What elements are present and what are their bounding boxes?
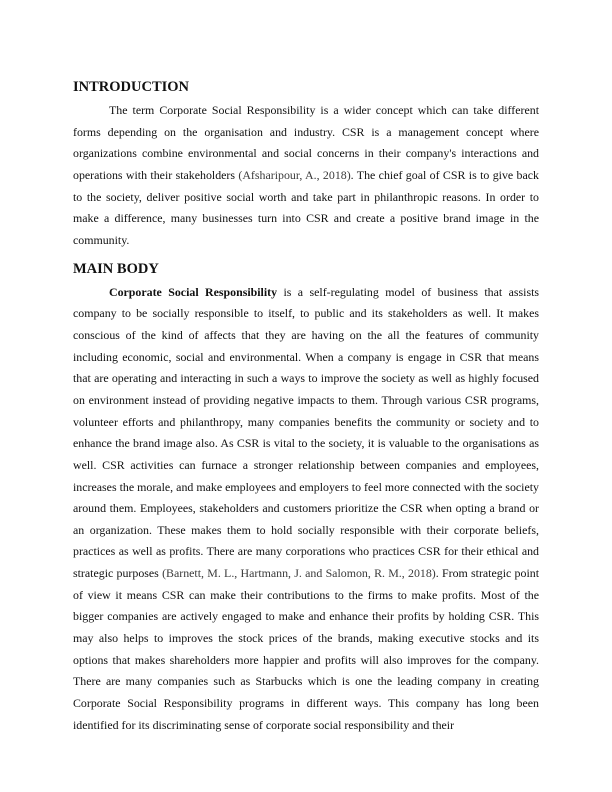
main-text-1: is a self-regulating model of business that assists company to be socially responsible to itself, to public and its stakeholders as well. It makes conscious of the kind of affects that they are having on the all the features of community including economic, social and environmental. When a company is engage in CSR that means that are operating and interacting in such a ways to improve the society as well as highly focused on environment instead of providing negative impacts to them. Through various CSR programs, volunteer efforts and philanthropy, many companies benefits the community or society and to enhance the brand image also. As CSR is vital to the society, it is valuable to the organisations as well. CSR activities can furnace a stronger relationship between companies and employees, increases the morale, and make employees and employers to feel more connected with the society around them. Employees, stakeholders and customers prioritize the CSR when opting a brand or an organization. These makes them to hold socially responsible with their corporate beliefs, practices as well as profits. There are many corporations who practices CSR for their ethical and strategic purposes <box>73 284 539 581</box>
intro-text-1: The term Corporate Social Responsibility is a wider concept which can take different forms depending on the organisation and industry. CSR is a management concept where organizations combine environmental and social concerns in their company's interactions and operations with their stakeholders <box>73 103 539 182</box>
intro-text-2: . The chief goal of CSR is to give back to the society, deliver positive social worth and take part in philanthropic reasons. In order to make a difference, many businesses turn into CSR and create a positive brand image in the community. <box>73 167 539 247</box>
main-text-2: . From strategic point of view it means CSR can make their contributions to the firms to make profits. Most of the bigger companies are actively engaged to make and enhance their profits by holding CSR. This may also helps to improves the stock prices of the brands, making executive stocks and its options that makes shareholders more happier and profits will also improves for the company. There are many companies such as Starbucks which is one the leading company in creating Corporate Social Responsibility programs in different ways. This company has long been identified for its discriminating sense of corporate social responsibility and their <box>73 566 539 732</box>
main-body-section <box>73 260 539 737</box>
main-body-paragraph <box>73 282 539 737</box>
introduction-paragraph <box>73 100 539 252</box>
bold-term: Corporate Social Responsibility <box>109 284 278 299</box>
main-body-heading: MAIN BODY <box>73 260 159 277</box>
citation-afsharipour: (Afsharipour, A., 2018) <box>238 167 351 182</box>
citation-barnett: (Barnett, M. L., Hartmann, J. and Salomon, R. M., 2018) <box>162 566 436 581</box>
introduction-section <box>73 78 539 252</box>
introduction-heading: INTRODUCTION <box>73 79 190 95</box>
document-page <box>73 78 539 736</box>
